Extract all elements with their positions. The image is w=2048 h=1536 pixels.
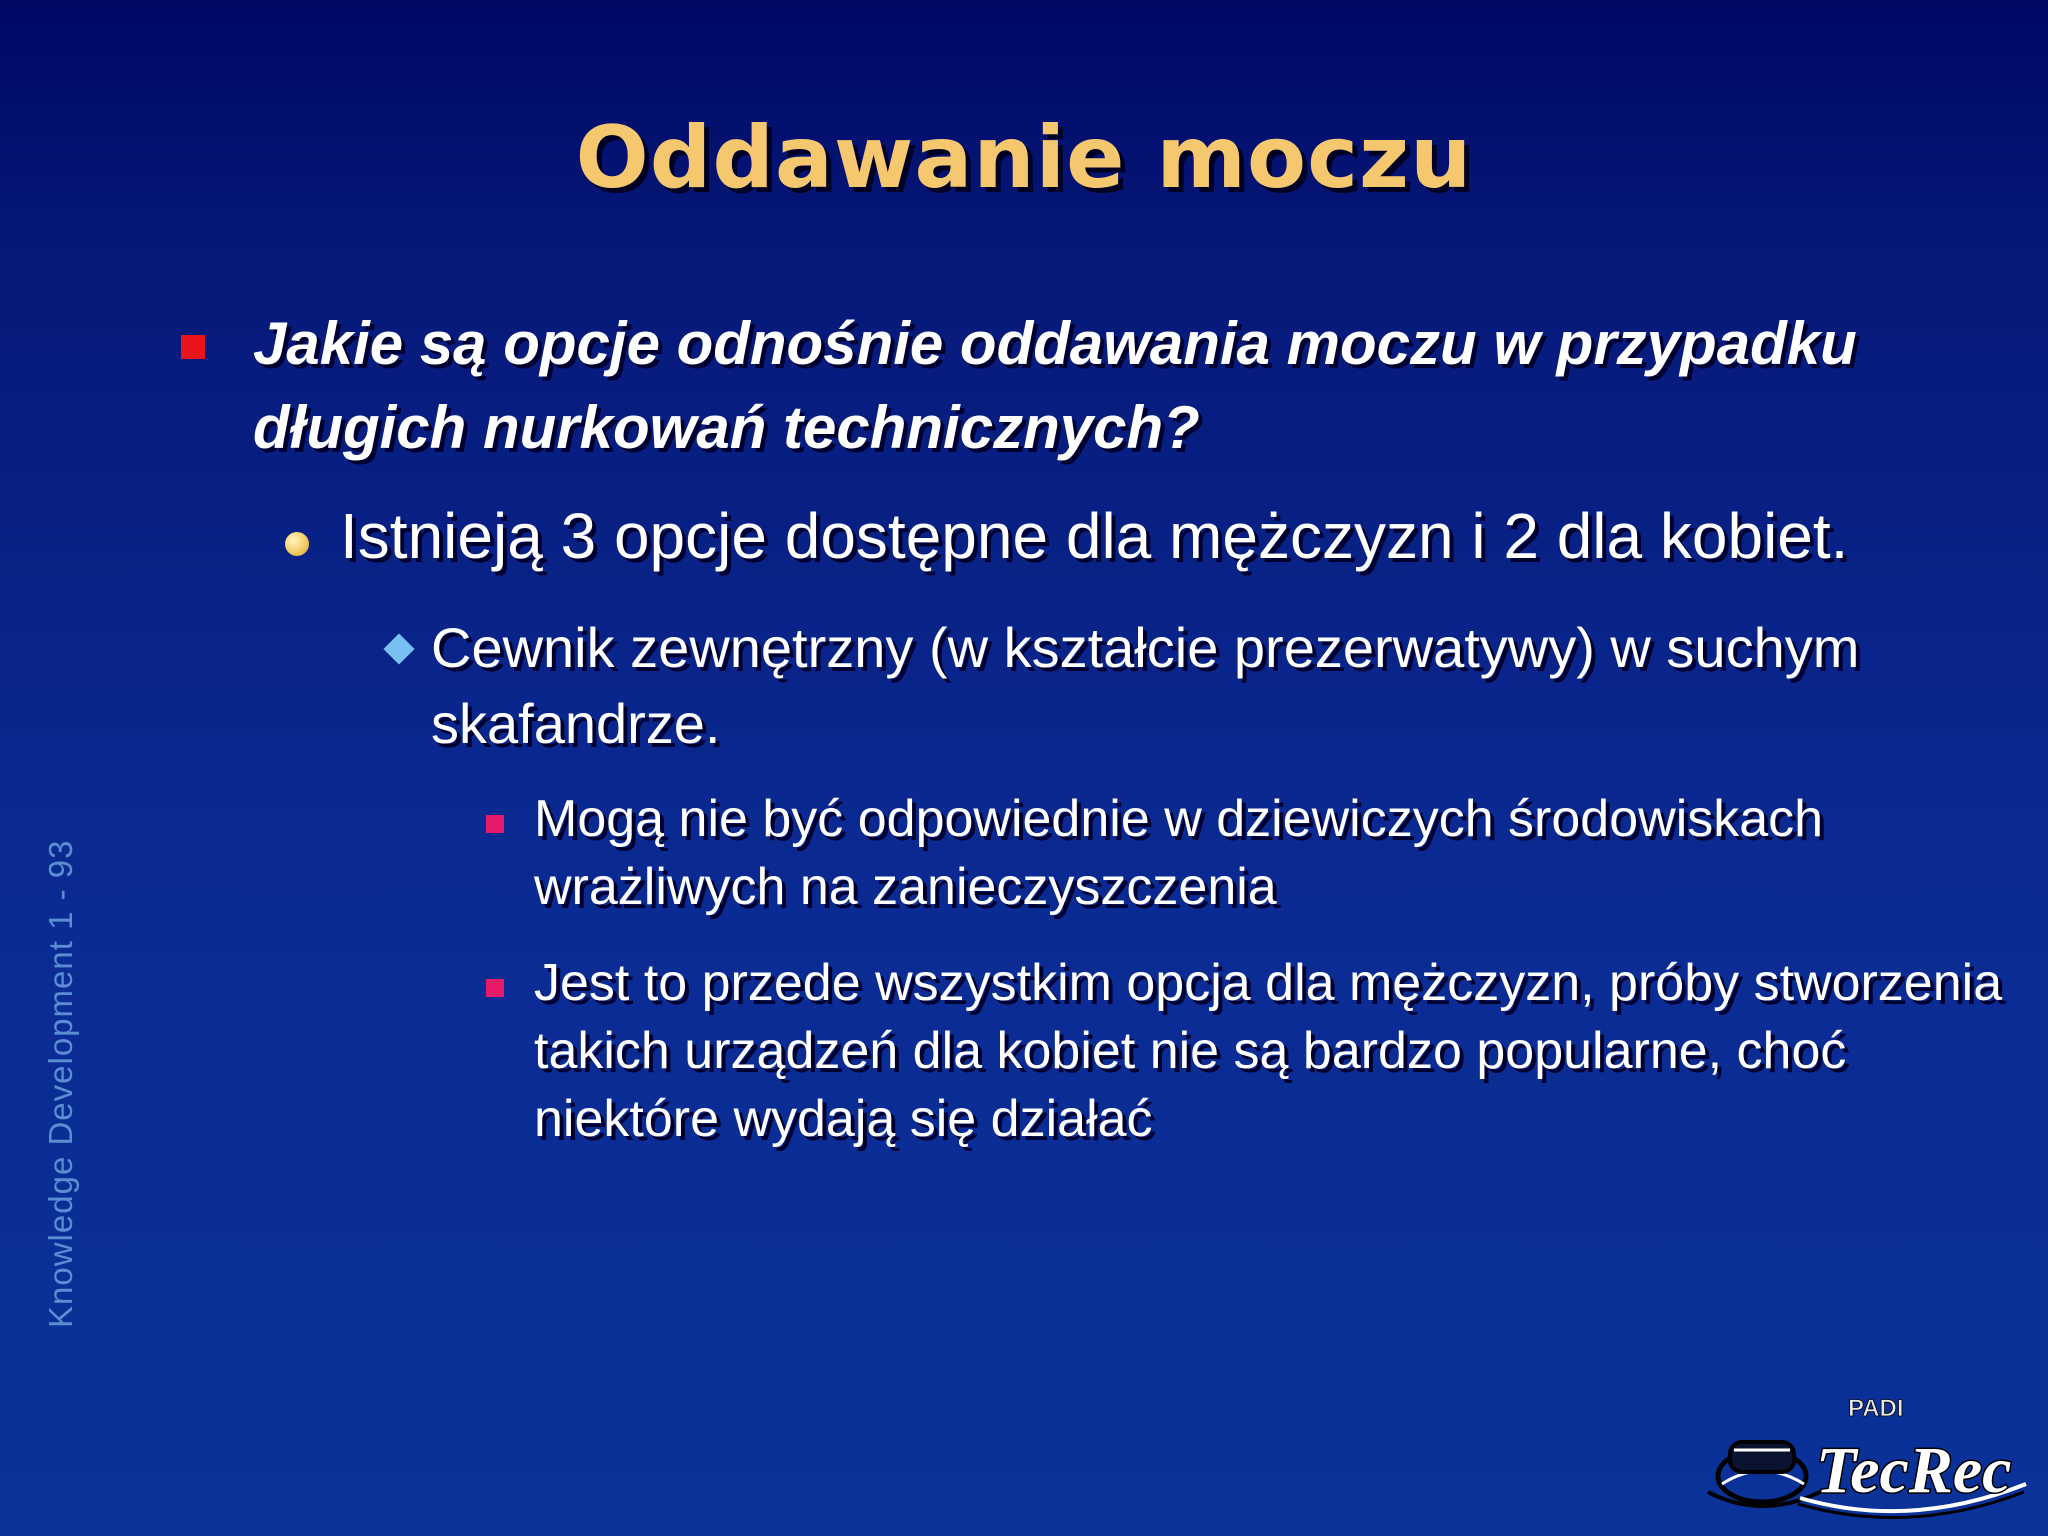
diamond-bullet-icon bbox=[383, 633, 414, 664]
answer-text: Istnieją 3 opcje dostępne dla mężczyzn i 2 dla kobiet. bbox=[340, 500, 1849, 572]
padi-tecrec-logo bbox=[1700, 1388, 2030, 1524]
logo-main-text: TecRec bbox=[1816, 1434, 2012, 1507]
square-bullet-icon bbox=[181, 335, 205, 359]
diver-emblem-icon bbox=[1708, 1442, 1820, 1506]
slide-title: Oddawanie moczu bbox=[575, 108, 1473, 208]
note-item: Jest to przede wszystkim opcja dla mężczyzn, próby stworzenia takich urządzeń dla kobiet nie są bardzo popularne, choć niektóre wydają się działać bbox=[534, 954, 2003, 1148]
small-square-bullet-icon bbox=[486, 815, 504, 833]
note-item: Mogą nie być odpowiednie w dziewiczych środowiskach wrażliwych na zanieczyszczenia bbox=[534, 790, 1824, 916]
logo-top-text: PADI bbox=[1848, 1395, 1904, 1422]
round-bullet-icon bbox=[285, 532, 309, 556]
question-text: Jakie są opcje odnośnie oddawania moczu w przypadku długich nurkowań technicznych? bbox=[253, 310, 1857, 461]
option-text: Cewnik zewnętrzny (w kształcie prezerwatywy) w suchym skafandrze. bbox=[431, 616, 1860, 755]
side-label: Knowledge Development 1 - 93 bbox=[42, 839, 79, 1328]
small-square-bullet-icon bbox=[486, 979, 504, 997]
